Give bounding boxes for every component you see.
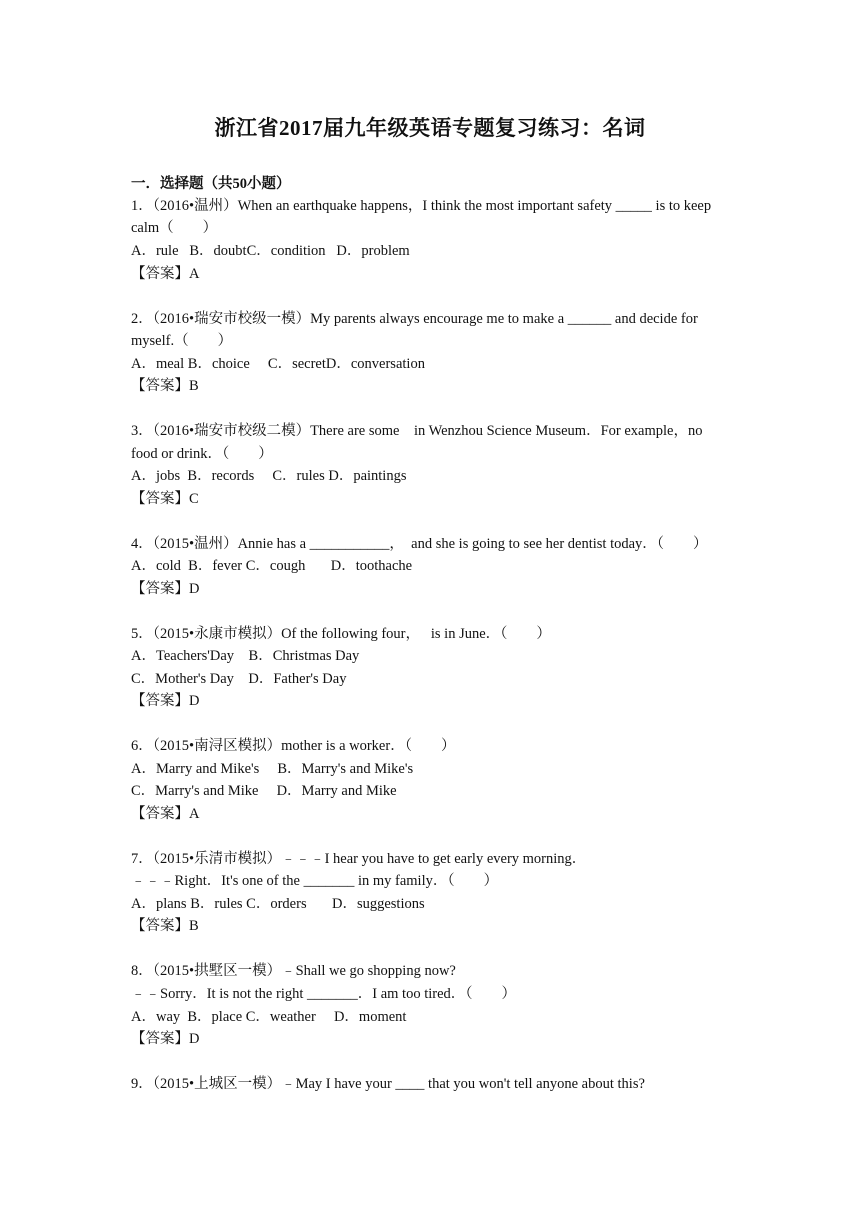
question-6-answer: 【答案】A — [131, 806, 200, 822]
question-5-answer: 【答案】D — [131, 693, 200, 709]
section-heading: 一．选择题（共50小题） — [131, 176, 291, 192]
question-1-stem-line-2: calm（ ） — [131, 220, 218, 236]
question-2-answer: 【答案】B — [131, 378, 199, 394]
question-8-stem-line-2: ﹣﹣Sorry．It is not the right _______．I am too tired．（ ） — [131, 986, 517, 1002]
question-7-stem-line-1: 7．（2015•乐清市模拟）﹣﹣﹣I hear you have to get early every morning． — [131, 851, 587, 867]
question-6-options-line-2: C．Marry's and Mike D．Marry and Mike — [131, 783, 397, 799]
question-5-stem-line-1: 5．（2015•永康市模拟）Of the following four， is in June．（ ） — [131, 626, 551, 642]
question-2-stem-line-2: myself.（ ） — [131, 333, 233, 349]
question-9-stem-line-1: 9．（2015•上城区一模）﹣May I have your ____ that you won't tell anyone about this? — [131, 1076, 645, 1092]
question-4-stem-line-1: 4．（2015•温州）Annie has a ___________， and she is going to see her dentist today．（ ） — [131, 536, 708, 552]
question-7-options: A．plans B．rules C．orders D．suggestions — [131, 896, 425, 912]
question-6-stem-line-1: 6．（2015•南浔区模拟）mother is a worker．（ ） — [131, 738, 456, 754]
question-1-answer: 【答案】A — [131, 266, 200, 282]
question-4-answer: 【答案】D — [131, 581, 200, 597]
question-2-options: A．meal B．choice C．secretD．conversation — [131, 356, 425, 372]
question-8-stem-line-1: 8．（2015•拱墅区一模）﹣Shall we go shopping now? — [131, 963, 456, 979]
question-5-options-line-2: C．Mother's Day D．Father's Day — [131, 671, 347, 687]
question-1-stem-line-1: 1．（2016•温州）When an earthquake happens，I think the most important safety _____ is to keep — [131, 198, 712, 214]
question-1-options: A．rule B．doubtC．condition D．problem — [131, 243, 410, 259]
question-8-options: A．way B．place C．weather D．moment — [131, 1009, 407, 1025]
question-3-answer: 【答案】C — [131, 491, 199, 507]
question-3-options: A．jobs B．records C．rules D．paintings — [131, 468, 407, 484]
question-7-stem-line-2: ﹣﹣﹣Right．It's one of the _______ in my family．（ ） — [131, 873, 499, 889]
question-3-stem-line-1: 3．（2016•瑞安市校级二模）There are some in Wenzhou Science Museum．For example，no — [131, 423, 703, 439]
question-2-stem-line-1: 2．（2016•瑞安市校级一模）My parents always encourage me to make a ______ and decide for — [131, 311, 698, 327]
page-title: 浙江省2017届九年级英语专题复习练习：名词 — [214, 116, 646, 140]
question-3-stem-line-2: food or drink．（ ） — [131, 446, 273, 462]
question-4-options: A．cold B．fever C．cough D．toothache — [131, 558, 413, 574]
question-5-options-line-1: A．Teachers'Day B．Christmas Day — [131, 648, 360, 664]
question-7-answer: 【答案】B — [131, 918, 199, 934]
question-6-options-line-1: A．Marry and Mike's B．Marry's and Mike's — [131, 761, 414, 777]
question-8-answer: 【答案】D — [131, 1031, 200, 1047]
